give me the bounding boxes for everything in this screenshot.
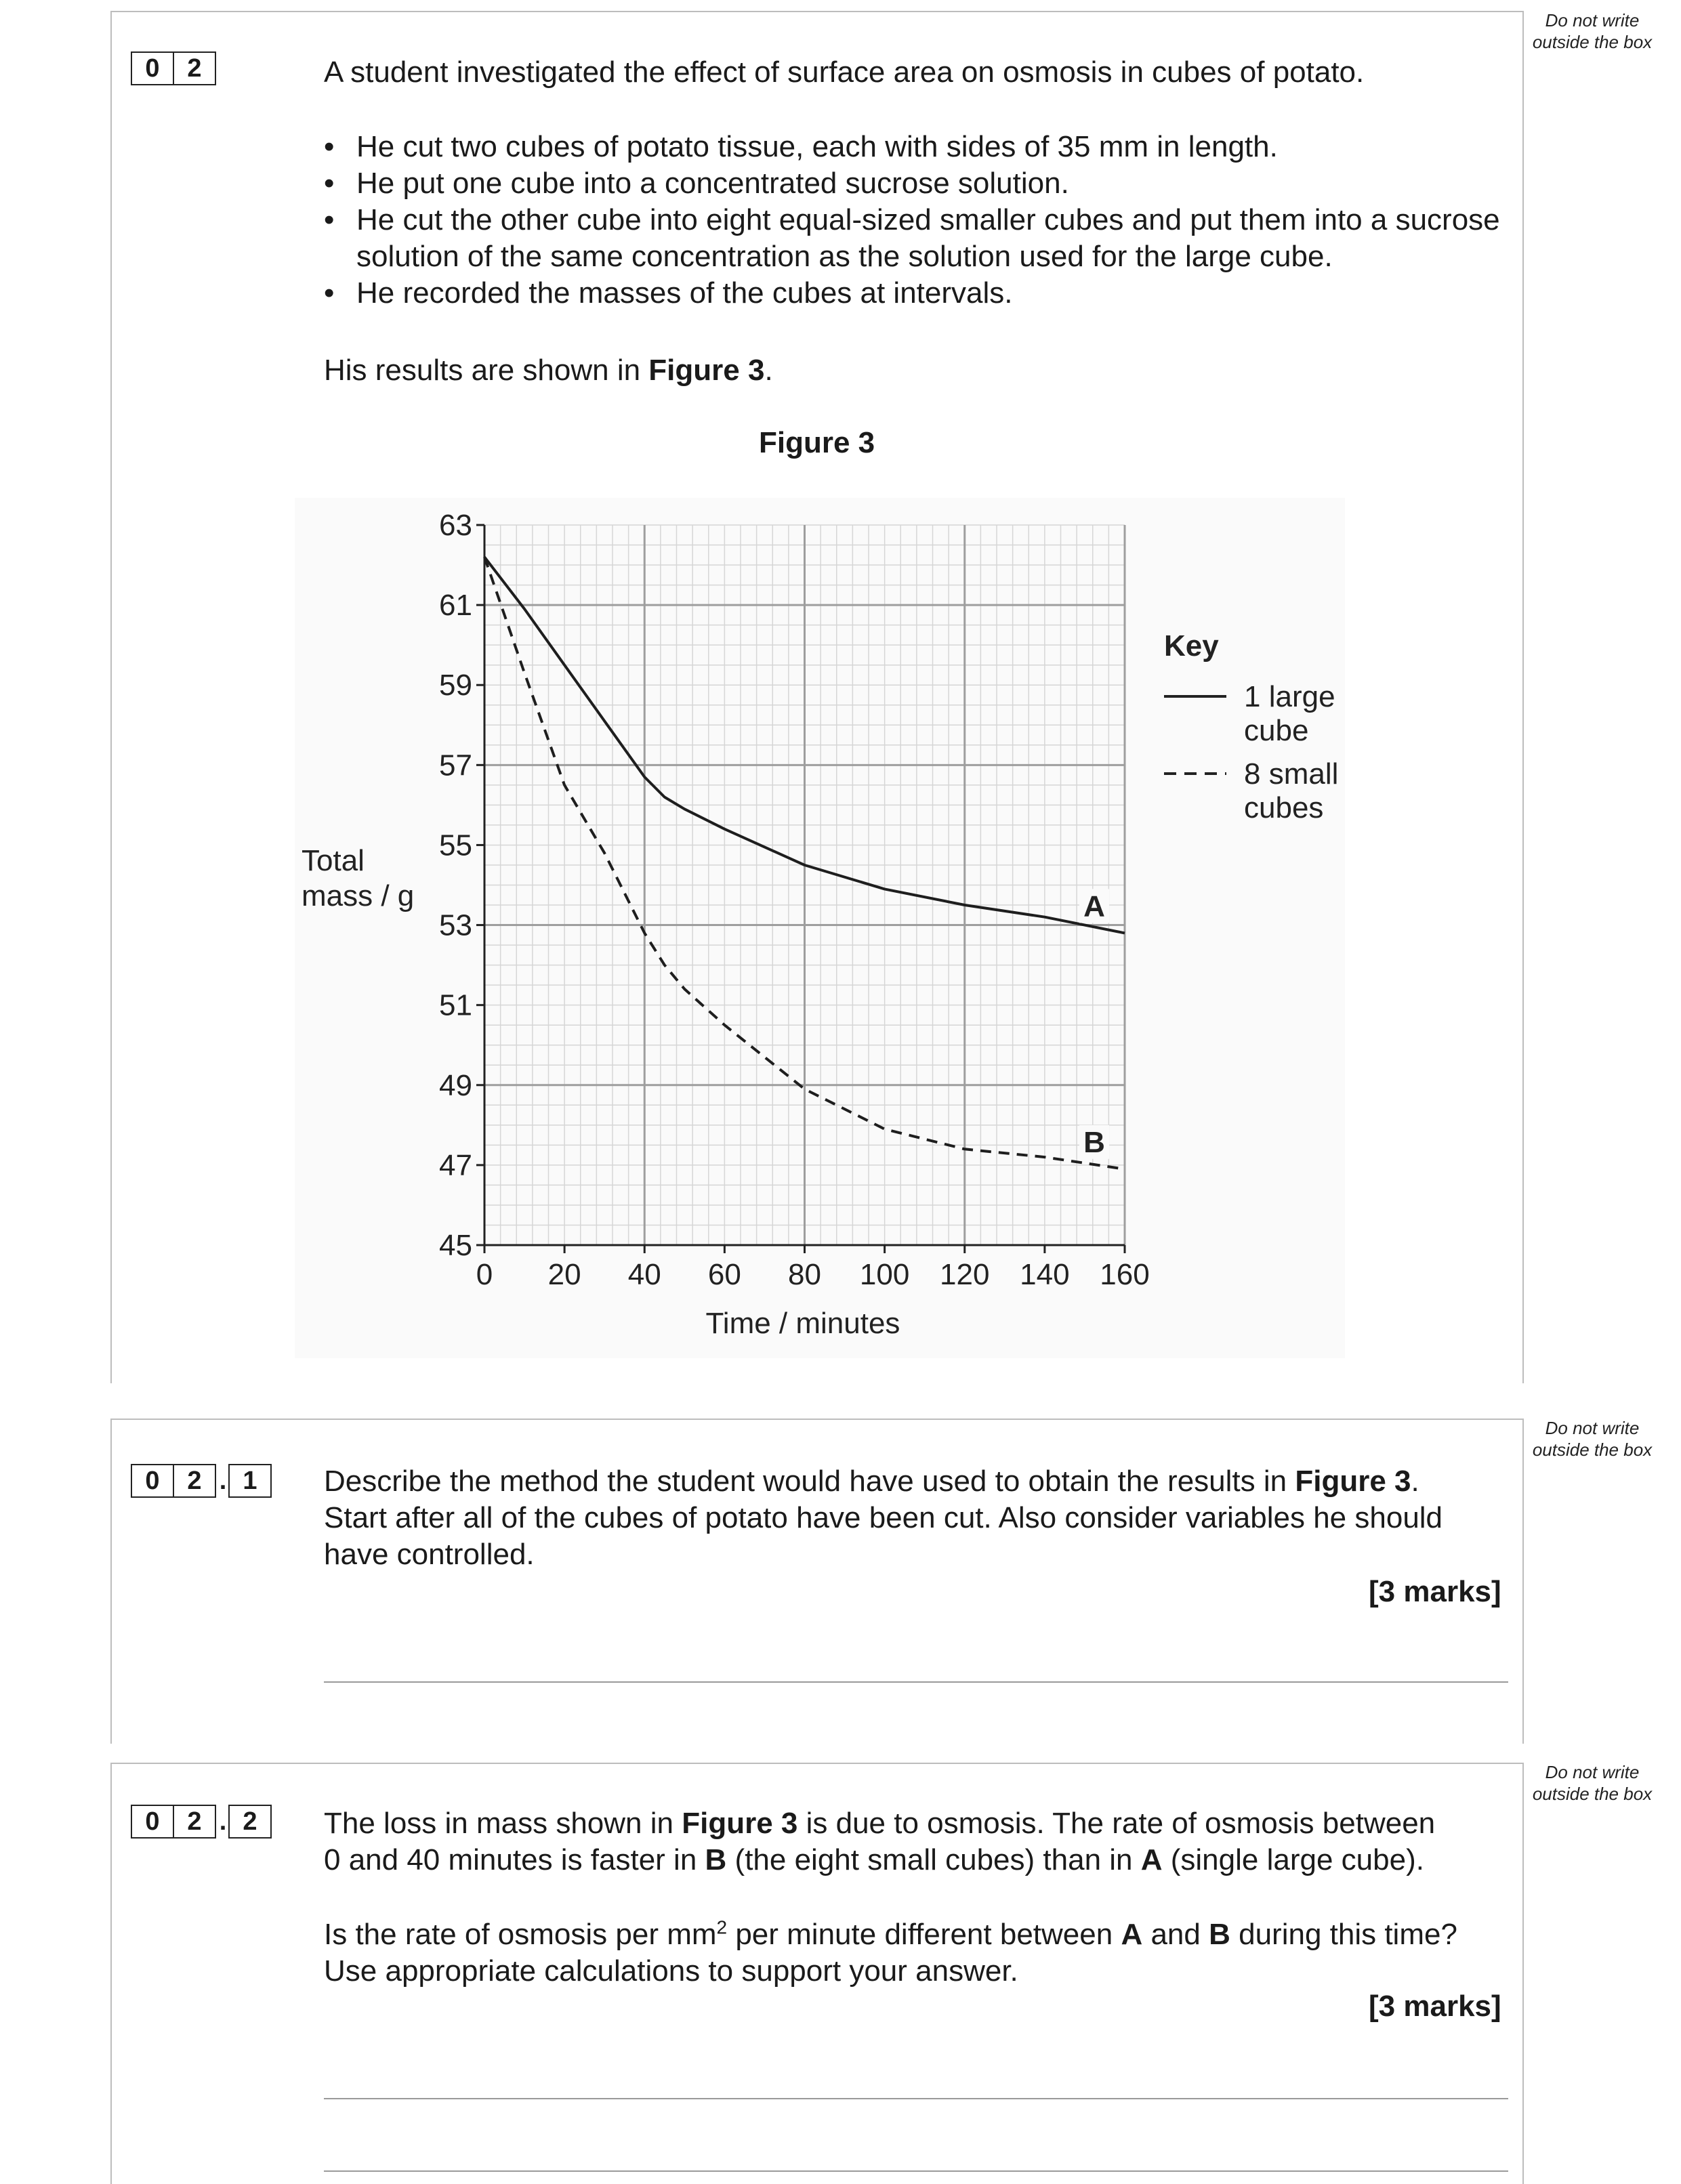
question-digit: 0 [131, 1805, 174, 1839]
legend-entry: 8 small [1244, 757, 1339, 791]
question-digit: 2 [228, 1805, 272, 1839]
margin-note: Do not write outside the box [1532, 1418, 1653, 1460]
text-run: 0 and 40 minutes is faster in [324, 1843, 705, 1876]
y-tick-label: 51 [439, 988, 472, 1022]
text-run: The loss in mass shown in [324, 1807, 682, 1840]
marks-label: [3 marks] [1369, 1575, 1501, 1608]
text-run: per minute different between [727, 1918, 1121, 1951]
question-number: 0 2 . 2 [132, 1805, 272, 1839]
x-tick-label: 120 [940, 1258, 990, 1291]
legend-entry: cube [1244, 714, 1309, 747]
x-tick-label: 0 [476, 1258, 493, 1291]
text-run: Is the rate of osmosis per mm [324, 1918, 717, 1951]
margin-note: Do not write outside the box [1532, 10, 1653, 52]
margin-note: Do not write outside the box [1532, 1762, 1653, 1804]
y-tick-label: 59 [439, 669, 472, 702]
series-ref: A [1140, 1843, 1163, 1876]
question-digit: 0 [131, 1464, 174, 1498]
question-number: 0 2 . 1 [132, 1464, 272, 1498]
x-tick-label: 80 [788, 1258, 821, 1291]
y-tick-label: 47 [439, 1148, 472, 1182]
marks-label: [3 marks] [1369, 1990, 1501, 2023]
series-ref: B [705, 1843, 727, 1876]
bullet-item: • He recorded the masses of the cubes at intervals. [324, 275, 1516, 312]
series-label-A: A [1083, 889, 1105, 923]
series-ref: B [1209, 1918, 1230, 1951]
y-tick-label: 57 [439, 749, 472, 782]
results-text: His results are shown in [324, 354, 649, 387]
answer-line[interactable] [324, 2170, 1508, 2172]
question-text: Start after all of the cubes of potato have been cut. Also consider variables he should [324, 1501, 1443, 1534]
question-text [324, 1842, 1424, 1878]
text-run: is due to osmosis. The rate of osmosis between [797, 1807, 1436, 1840]
question-text: have controlled. [324, 1538, 535, 1571]
text-run: . [1411, 1465, 1419, 1498]
text-run: and [1142, 1918, 1209, 1951]
x-tick-label: 40 [627, 1258, 661, 1291]
text-run: (the eight small cubes) than in [726, 1843, 1141, 1876]
y-tick-label: 61 [439, 589, 472, 623]
x-tick-label: 140 [1020, 1258, 1070, 1291]
y-tick-label: 53 [439, 908, 472, 942]
text-run: during this time? [1230, 1918, 1457, 1951]
x-tick-label: 20 [547, 1258, 581, 1291]
question-digit: 2 [173, 1805, 216, 1839]
x-axis-label: Time / minutes [705, 1307, 900, 1340]
y-axis-label: Total [302, 844, 365, 877]
y-tick-label: 63 [439, 509, 472, 542]
y-tick-label: 49 [439, 1068, 472, 1102]
question-intro: A student investigated the effect of surface area on osmosis in cubes of potato. [324, 56, 1365, 89]
x-tick-label: 160 [1100, 1258, 1150, 1291]
series-ref: A [1121, 1918, 1143, 1951]
text-run: (single large cube). [1162, 1843, 1424, 1876]
question-digit: 1 [228, 1464, 272, 1498]
answer-line[interactable] [324, 2098, 1508, 2099]
legend-entry: 1 large [1244, 680, 1335, 713]
legend-title: Key [1164, 629, 1219, 663]
question-digit: 2 [173, 51, 216, 85]
figure-ref: Figure 3 [648, 354, 765, 387]
x-tick-label: 60 [707, 1258, 741, 1291]
y-axis-label: mass / g [302, 879, 415, 912]
bullet-item: • He cut two cubes of potato tissue, each with sides of 35 mm in length. [324, 129, 1516, 165]
answer-line[interactable] [324, 1681, 1508, 1683]
question-text [324, 1805, 1435, 1842]
legend-entry: cubes [1244, 791, 1324, 824]
x-tick-label: 100 [859, 1258, 910, 1291]
series-label-B: B [1083, 1125, 1105, 1159]
question-digit: 2 [173, 1464, 216, 1498]
question-digit: 0 [131, 51, 174, 85]
figure-ref: Figure 3 [682, 1807, 798, 1840]
figure-ref: Figure 3 [1295, 1465, 1411, 1498]
bullet-item: • He cut the other cube into eight equal-sized smaller cubes and put them into a sucrose solution of the same concentration as the solution used for the large cube. [324, 202, 1516, 275]
question-text: Use appropriate calculations to support your answer. [324, 1954, 1018, 1988]
y-tick-label: 45 [439, 1229, 472, 1262]
question-text [324, 1463, 1419, 1500]
results-punct: . [764, 354, 773, 387]
figure-title: Figure 3 [759, 426, 875, 459]
y-tick-label: 55 [439, 828, 472, 862]
bullet-item: • He put one cube into a concentrated sucrose solution. [324, 165, 1516, 202]
text-run: Describe the method the student would have used to obtain the results in [324, 1465, 1295, 1498]
question-text [324, 1916, 1457, 1953]
superscript: 2 [716, 1916, 728, 1938]
